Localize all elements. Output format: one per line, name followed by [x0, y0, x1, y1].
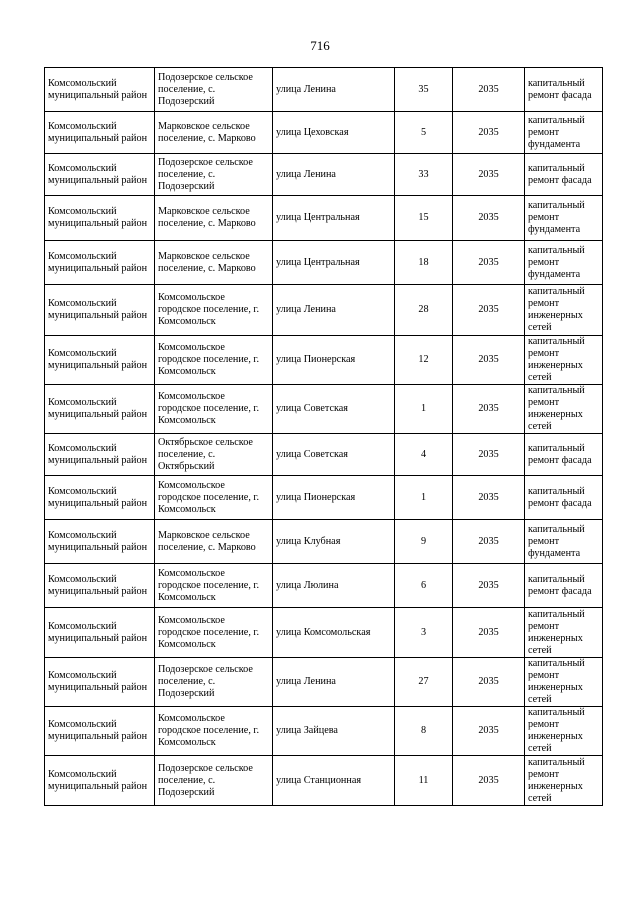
street-cell: улица Пионерская	[273, 476, 395, 520]
settlement-cell: Марковское сельское поселение, с. Марково	[155, 112, 273, 154]
work-type-cell: капитальный ремонт фасада	[525, 154, 603, 196]
street-cell: улица Люлина	[273, 564, 395, 608]
house-number-cell: 6	[395, 564, 453, 608]
work-type-cell: капитальный ремонт фундамента	[525, 196, 603, 241]
house-number-cell: 28	[395, 285, 453, 336]
table-row	[45, 112, 603, 154]
table-row	[45, 241, 603, 285]
year-cell: 2035	[453, 707, 525, 756]
district-cell: Комсомольский муниципальный район	[45, 434, 155, 476]
settlement-cell: Подозерское сельское поселение, с. Подозерский	[155, 658, 273, 707]
settlement-cell: Комсомольское городское поселение, г. Комсомольск	[155, 336, 273, 385]
table-row	[45, 336, 603, 385]
district-cell: Комсомольский муниципальный район	[45, 385, 155, 434]
table-row	[45, 707, 603, 756]
year-cell: 2035	[453, 112, 525, 154]
street-cell: улица Центральная	[273, 196, 395, 241]
year-cell: 2035	[453, 154, 525, 196]
year-cell: 2035	[453, 68, 525, 112]
year-cell: 2035	[453, 196, 525, 241]
year-cell: 2035	[453, 385, 525, 434]
house-number-cell: 8	[395, 707, 453, 756]
work-type-cell: капитальный ремонт инженерных сетей	[525, 707, 603, 756]
district-cell: Комсомольский муниципальный район	[45, 608, 155, 658]
settlement-cell: Подозерское сельское поселение, с. Подозерский	[155, 68, 273, 112]
house-number-cell: 1	[395, 476, 453, 520]
table-body	[45, 68, 603, 806]
house-number-cell: 35	[395, 68, 453, 112]
work-type-cell: капитальный ремонт фасада	[525, 434, 603, 476]
street-cell: улица Комсомольская	[273, 608, 395, 658]
work-type-cell: капитальный ремонт фундамента	[525, 241, 603, 285]
year-cell: 2035	[453, 658, 525, 707]
year-cell: 2035	[453, 241, 525, 285]
year-cell: 2035	[453, 285, 525, 336]
district-cell: Комсомольский муниципальный район	[45, 336, 155, 385]
table-row	[45, 520, 603, 564]
district-cell: Комсомольский муниципальный район	[45, 756, 155, 806]
settlement-cell: Октябрьское сельское поселение, с. Октябрьский	[155, 434, 273, 476]
house-number-cell: 27	[395, 658, 453, 707]
district-cell: Комсомольский муниципальный район	[45, 241, 155, 285]
street-cell: улица Клубная	[273, 520, 395, 564]
work-type-cell: капитальный ремонт инженерных сетей	[525, 756, 603, 806]
work-type-cell: капитальный ремонт фасада	[525, 564, 603, 608]
street-cell: улица Советская	[273, 385, 395, 434]
street-cell: улица Ленина	[273, 285, 395, 336]
settlement-cell: Комсомольское городское поселение, г. Комсомольск	[155, 608, 273, 658]
table-row	[45, 434, 603, 476]
street-cell: улица Станционная	[273, 756, 395, 806]
house-number-cell: 11	[395, 756, 453, 806]
district-cell: Комсомольский муниципальный район	[45, 564, 155, 608]
housing-repair-table	[44, 67, 603, 806]
district-cell: Комсомольский муниципальный район	[45, 520, 155, 564]
table-row	[45, 285, 603, 336]
year-cell: 2035	[453, 434, 525, 476]
house-number-cell: 12	[395, 336, 453, 385]
work-type-cell: капитальный ремонт фундамента	[525, 112, 603, 154]
year-cell: 2035	[453, 608, 525, 658]
street-cell: улица Ленина	[273, 658, 395, 707]
settlement-cell: Комсомольское городское поселение, г. Комсомольск	[155, 707, 273, 756]
table-row	[45, 756, 603, 806]
table-row	[45, 658, 603, 707]
house-number-cell: 18	[395, 241, 453, 285]
house-number-cell: 4	[395, 434, 453, 476]
district-cell: Комсомольский муниципальный район	[45, 707, 155, 756]
table-row	[45, 154, 603, 196]
district-cell: Комсомольский муниципальный район	[45, 112, 155, 154]
settlement-cell: Комсомольское городское поселение, г. Комсомольск	[155, 476, 273, 520]
house-number-cell: 1	[395, 385, 453, 434]
table-row	[45, 564, 603, 608]
table-row	[45, 385, 603, 434]
settlement-cell: Комсомольское городское поселение, г. Комсомольск	[155, 385, 273, 434]
house-number-cell: 33	[395, 154, 453, 196]
year-cell: 2035	[453, 336, 525, 385]
settlement-cell: Подозерское сельское поселение, с. Подозерский	[155, 154, 273, 196]
street-cell: улица Ленина	[273, 154, 395, 196]
work-type-cell: капитальный ремонт инженерных сетей	[525, 385, 603, 434]
district-cell: Комсомольский муниципальный район	[45, 476, 155, 520]
street-cell: улица Зайцева	[273, 707, 395, 756]
house-number-cell: 15	[395, 196, 453, 241]
year-cell: 2035	[453, 520, 525, 564]
settlement-cell: Комсомольское городское поселение, г. Комсомольск	[155, 285, 273, 336]
district-cell: Комсомольский муниципальный район	[45, 154, 155, 196]
year-cell: 2035	[453, 564, 525, 608]
year-cell: 2035	[453, 476, 525, 520]
table-row	[45, 68, 603, 112]
settlement-cell: Марковское сельское поселение, с. Марково	[155, 241, 273, 285]
work-type-cell: капитальный ремонт фундамента	[525, 520, 603, 564]
year-cell: 2035	[453, 756, 525, 806]
work-type-cell: капитальный ремонт фасада	[525, 476, 603, 520]
settlement-cell: Марковское сельское поселение, с. Марково	[155, 520, 273, 564]
table-row	[45, 608, 603, 658]
house-number-cell: 3	[395, 608, 453, 658]
work-type-cell: капитальный ремонт инженерных сетей	[525, 608, 603, 658]
district-cell: Комсомольский муниципальный район	[45, 658, 155, 707]
table-row	[45, 476, 603, 520]
settlement-cell: Подозерское сельское поселение, с. Подозерский	[155, 756, 273, 806]
street-cell: улица Цеховская	[273, 112, 395, 154]
work-type-cell: капитальный ремонт инженерных сетей	[525, 336, 603, 385]
street-cell: улица Пионерская	[273, 336, 395, 385]
district-cell: Комсомольский муниципальный район	[45, 285, 155, 336]
district-cell: Комсомольский муниципальный район	[45, 196, 155, 241]
page-number: 716	[310, 38, 330, 53]
work-type-cell: капитальный ремонт фасада	[525, 68, 603, 112]
street-cell: улица Ленина	[273, 68, 395, 112]
street-cell: улица Советская	[273, 434, 395, 476]
settlement-cell: Марковское сельское поселение, с. Марково	[155, 196, 273, 241]
settlement-cell: Комсомольское городское поселение, г. Комсомольск	[155, 564, 273, 608]
work-type-cell: капитальный ремонт инженерных сетей	[525, 658, 603, 707]
house-number-cell: 5	[395, 112, 453, 154]
district-cell: Комсомольский муниципальный район	[45, 68, 155, 112]
house-number-cell: 9	[395, 520, 453, 564]
work-type-cell: капитальный ремонт инженерных сетей	[525, 285, 603, 336]
table-row	[45, 196, 603, 241]
street-cell: улица Центральная	[273, 241, 395, 285]
